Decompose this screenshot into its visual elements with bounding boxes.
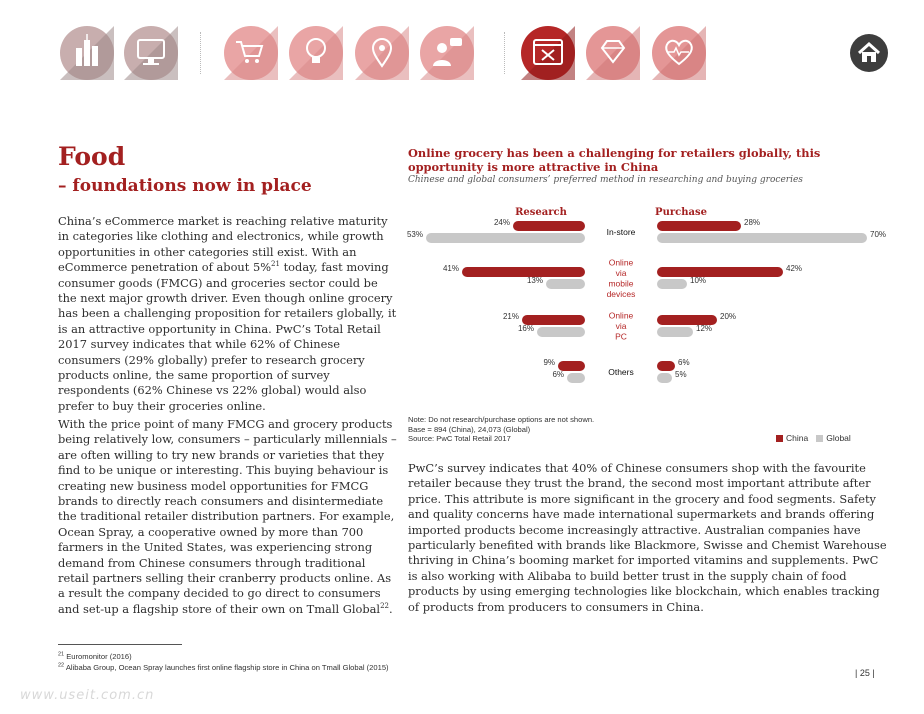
category-label: PC <box>615 331 627 342</box>
data-label-purchase: 70% <box>870 230 887 239</box>
footnote-ref-21[interactable]: 21 <box>271 260 280 269</box>
data-label-purchase: 5% <box>675 370 687 379</box>
trust-paragraph: PwC’s survey indicates that 40% of Chinese consumers shop with the favourite retailer because they trust the brand, the second most important attribute after price. This attribute is more significant in the grocery and food segments. Safety and quality concerns have made international supermarkets and brands offering imported products become increasingly attractive. Australian companies have particularly benefited with brands like Blackmore, Swisse and Chemist Warehouse thriving in China’s booming market for imported vitamins and supplements. PwC is also working with Alibaba to build better trust in the supply chain of food products by using emerging technologies like blockchain, which enables tracking of products from producers to consumers in China. <box>408 461 887 614</box>
shopping-cart-icon[interactable] <box>224 26 278 80</box>
data-label-purchase: 6% <box>678 358 690 367</box>
chart-notes <box>408 415 594 444</box>
data-label-research: 21% <box>502 312 519 321</box>
bar-research-global <box>426 233 585 243</box>
page-number: | 25 | <box>855 668 875 678</box>
computer-screen-icon[interactable] <box>124 26 178 80</box>
page-subtitle: – foundations now in place <box>58 176 312 196</box>
chart-note: Note: Do not research/purchase options are not shown. <box>408 415 595 424</box>
category-label: mobile <box>608 278 634 289</box>
data-label-research: 53% <box>406 230 423 239</box>
legend-item-china: China <box>776 433 808 443</box>
data-label-purchase: 28% <box>744 218 761 227</box>
data-label-research: 41% <box>442 264 459 273</box>
chart-base: Base = 894 (China), 24,073 (Global) <box>408 424 531 434</box>
home-icon[interactable] <box>850 34 888 72</box>
bar-purchase-global <box>657 279 687 289</box>
data-label-research: 24% <box>493 218 510 227</box>
category-label: via <box>615 321 627 331</box>
category-label: In-store <box>606 227 636 237</box>
person-chat-icon[interactable] <box>420 26 474 80</box>
bar-purchase-china <box>657 221 741 231</box>
intro-paragraph: China’s eCommerce market is reaching relative maturity in categories like clothing and electronics, while growth opportunities in other categories still exist. With an eCommerce penetration of about 5%$^{21}$ today, fast moving consumer goods (FMCG) and groceries sector could be the next major growth driver. Even though online grocery has been a challenging proposition for retailers globally, it is an attractive opportunity in China. PwC’s Total Retail 2017 survey indicates that while 62% of Chinese consumers (29% globally) prefer to research grocery products online, the same proportion of survey respondents (62% Chinese vs 22% global) would also prefer to buy their groceries online. <box>58 214 397 413</box>
bar-purchase-global <box>657 327 693 337</box>
data-label-purchase: 42% <box>786 264 803 273</box>
food-browser-icon[interactable] <box>521 26 575 80</box>
section-nav <box>0 20 924 84</box>
footnote-ref-22[interactable]: 22 <box>380 602 389 611</box>
chart-source: Source: PwC Total Retail 2017 <box>408 434 511 444</box>
data-label-research: 13% <box>526 276 543 285</box>
bar-purchase-china <box>657 361 675 371</box>
ocean-spray-paragraph: With the price point of many FMCG and grocery products being relatively low, consumers – particularly millennials – are often willing to try new brands or varieties that they find to be unique or interesting. This buying behaviour is creating new business model opportunities for FMCG brands to directly reach consumers and disintermediate the traditional retailer distribution partners. For example, Ocean Spray, a cooperative owned by more than 700 farmers in the United States, was experiencing strong demand from Chinese consumers through traditional retail partners selling their cranberry products online. As a result the company decided to go direct to consumers and set-up a flagship store of their own on Tmall Global$^{22}$. <box>58 417 397 616</box>
footnote-22: $^{22}$ Alibaba Group, Ocean Spray launches first online flagship store in China on Tmall Global (2015) <box>58 662 389 672</box>
data-label-purchase: 12% <box>696 324 713 333</box>
data-label-research: 9% <box>543 358 555 367</box>
column-label-research: Research <box>515 207 567 218</box>
grocery-method-chart <box>406 198 887 398</box>
category-label: devices <box>606 288 636 299</box>
watermark: www.useit.com.cn <box>20 688 155 703</box>
map-pin-icon[interactable] <box>355 26 409 80</box>
nav-separator <box>504 32 505 74</box>
bar-research-china <box>513 221 585 231</box>
bar-purchase-global <box>657 233 867 243</box>
category-label: Online <box>608 310 634 321</box>
bar-purchase-china <box>657 267 783 277</box>
diamond-icon[interactable] <box>586 26 640 80</box>
category-label: Others <box>608 367 634 377</box>
footnote-divider <box>58 644 182 645</box>
bar-research-china <box>462 267 585 277</box>
city-skyline-icon[interactable] <box>60 26 114 80</box>
column-label-purchase: Purchase <box>655 207 707 218</box>
category-label: Online <box>608 257 634 268</box>
bar-research-global <box>546 279 585 289</box>
bar-purchase-global <box>657 373 672 383</box>
bar-research-global <box>537 327 585 337</box>
footnotes <box>58 651 389 673</box>
data-label-research: 6% <box>552 370 564 379</box>
data-label-purchase: 10% <box>690 276 707 285</box>
chart-subtitle: Chinese and global consumers’ preferred method in researching and buying groceries <box>408 175 803 185</box>
data-label-purchase: 20% <box>720 312 737 321</box>
data-label-research: 16% <box>517 324 534 333</box>
legend-item-global: Global <box>816 433 851 443</box>
chart-title: Online grocery has been a challenging for retailers globally, this opportunity is more attractive in China <box>408 146 821 174</box>
lightbulb-icon[interactable] <box>289 26 343 80</box>
bar-research-global <box>567 373 585 383</box>
nav-separator <box>200 32 201 74</box>
footnote-21: $^{21}$ Euromonitor (2016) <box>58 651 132 661</box>
page-title: Food <box>58 142 126 171</box>
heart-pulse-icon[interactable] <box>652 26 706 80</box>
category-label: via <box>615 267 627 278</box>
chart-legend <box>776 433 851 443</box>
